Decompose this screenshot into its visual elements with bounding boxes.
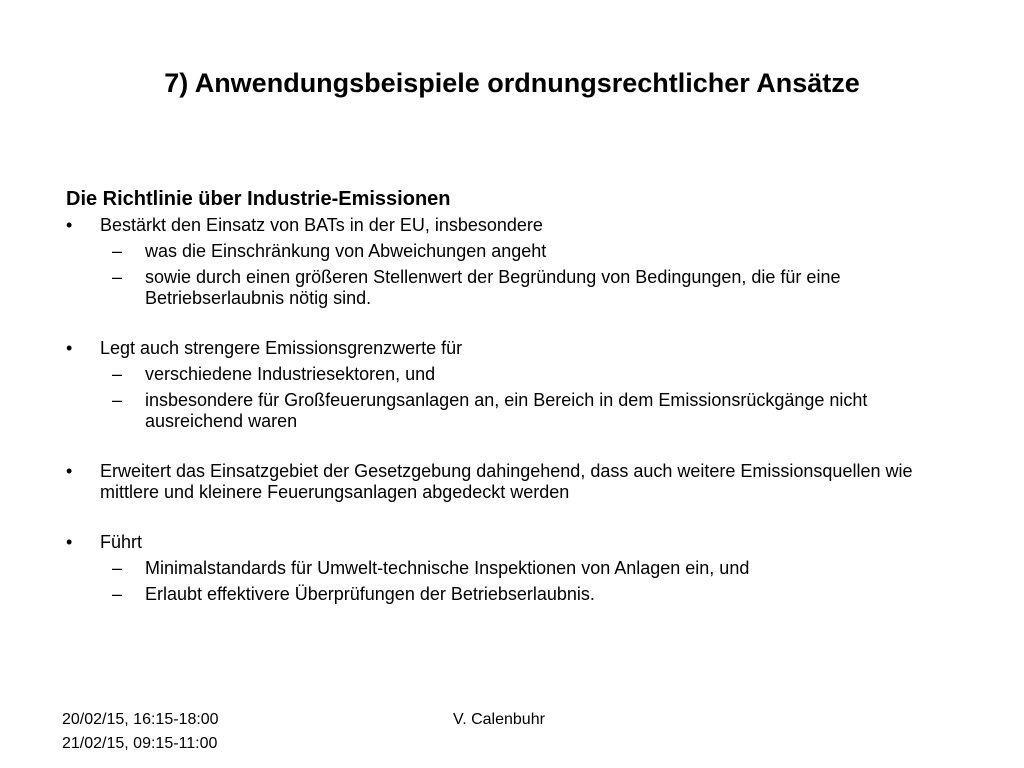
- dash-marker: –: [112, 364, 123, 384]
- bullet-text: Legt auch strengere Emissionsgrenzwerte für: [100, 338, 463, 358]
- footer-dates: [62, 708, 219, 756]
- spacer: [66, 503, 966, 532]
- spacer: [66, 309, 966, 338]
- dash-marker: –: [112, 558, 123, 578]
- footer-author: V. Calenbuhr: [453, 711, 545, 728]
- bullet-marker: •: [66, 461, 73, 481]
- sub-bullet-item: [66, 267, 966, 309]
- sub-bullet-text: insbesondere für Großfeuerungsanlagen an, ein Bereich in dem Emissionsrückgänge nicht ausreichend waren: [145, 390, 868, 431]
- sub-bullet-item: [66, 241, 966, 262]
- sub-bullet-text: Minimalstandards für Umwelt-technische Inspektionen von Anlagen ein, und: [145, 558, 750, 578]
- slide-title: 7) Anwendungsbeispiele ordnungsrechtlicher Ansätze: [164, 68, 860, 98]
- bullet-item: [66, 215, 966, 236]
- bullet-item: [66, 532, 966, 553]
- bullet-item: [66, 461, 966, 503]
- dash-marker: –: [112, 267, 123, 287]
- footer-date-line: 21/02/15, 09:15-11:00: [62, 735, 218, 752]
- sub-bullet-text: verschiedene Industriesektoren, und: [145, 364, 436, 384]
- sub-bullet-text: sowie durch einen größeren Stellenwert der Begründung von Bedingungen, die für eine Betriebserlaubnis nötig sind.: [145, 267, 841, 308]
- bullet-marker: •: [66, 532, 73, 552]
- bullet-marker: •: [66, 215, 73, 235]
- sub-bullet-item: [66, 390, 966, 432]
- sub-bullet-text: was die Einschränkung von Abweichungen angeht: [145, 241, 547, 261]
- bullet-marker: •: [66, 338, 73, 358]
- footer-date-line: 20/02/15, 16:15-18:00: [62, 711, 219, 728]
- sub-bullet-text: Erlaubt effektivere Überprüfungen der Betriebserlaubnis.: [145, 584, 595, 604]
- bullet-text: Bestärkt den Einsatz von BATs in der EU, insbesondere: [100, 215, 543, 235]
- dash-marker: –: [112, 584, 123, 604]
- dash-marker: –: [112, 241, 123, 261]
- sub-bullet-item: [66, 558, 966, 579]
- slide-content: [66, 186, 966, 605]
- bullet-text: Erweitert das Einsatzgebiet der Gesetzgebung dahingehend, dass auch weitere Emissionsquellen wie mittlere und kleinere Feuerungsanlagen abgedeckt werden: [100, 461, 913, 502]
- bullet-text: Führt: [100, 532, 143, 552]
- spacer: [66, 432, 966, 461]
- dash-marker: –: [112, 390, 123, 410]
- sub-bullet-item: [66, 364, 966, 385]
- section-heading: Die Richtlinie über Industrie-Emissionen: [66, 188, 451, 210]
- bullet-item: [66, 338, 966, 359]
- sub-bullet-item: [66, 584, 966, 605]
